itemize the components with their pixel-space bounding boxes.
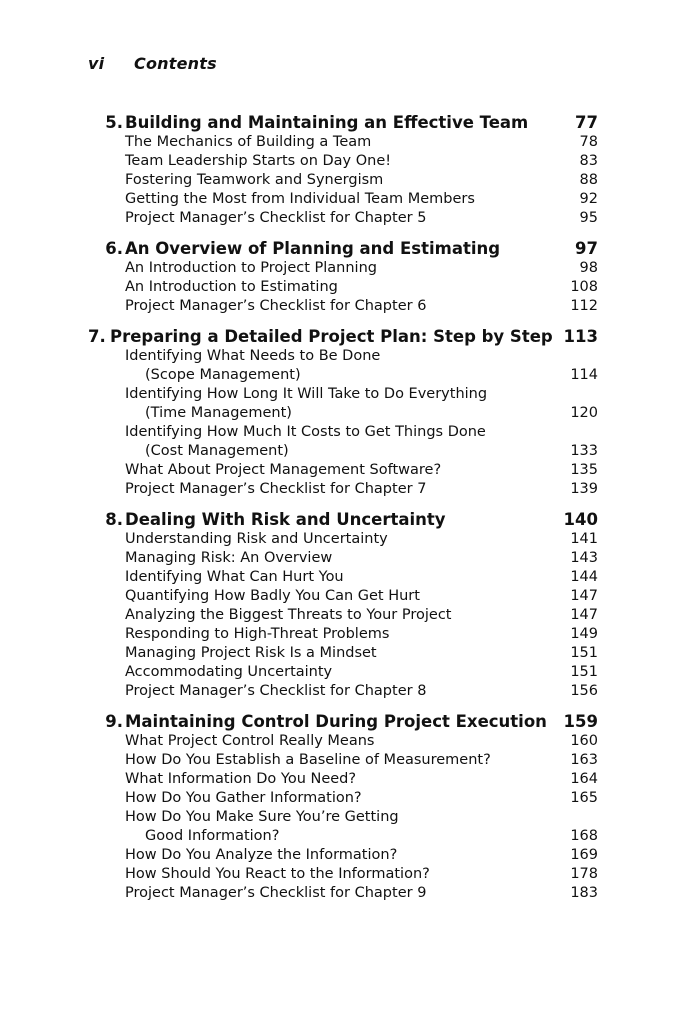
section-page: 160: [570, 733, 598, 749]
section-page: 83: [579, 153, 598, 169]
section-title: How Should You React to the Information?: [125, 866, 430, 882]
section-entry[interactable]: [88, 846, 598, 865]
section-entry[interactable]: [88, 625, 598, 644]
chapter-number: 5.: [105, 113, 123, 132]
section-page: 164: [570, 771, 598, 787]
section-page: 178: [570, 866, 598, 882]
section-page: 135: [570, 462, 598, 478]
section-page: 147: [570, 607, 598, 623]
section-title: Project Manager’s Checklist for Chapter 9: [125, 885, 427, 901]
section-page: 149: [570, 626, 598, 642]
section-title: Project Manager’s Checklist for Chapter 8: [125, 683, 427, 699]
section-entry[interactable]: [88, 133, 598, 152]
section-title: Fostering Teamwork and Synergism: [125, 172, 384, 188]
section-page: 156: [570, 683, 598, 699]
chapter-title: Building and Maintaining an Effective Team: [125, 113, 529, 132]
section-page: 141: [570, 531, 598, 547]
section-page: 114: [570, 367, 598, 383]
section-page: 120: [570, 405, 598, 421]
section-entry[interactable]: [88, 644, 598, 663]
section-title: Identifying What Can Hurt You: [125, 569, 344, 585]
section-entry[interactable]: [88, 606, 598, 625]
chapter-title: Dealing With Risk and Uncertainty: [125, 510, 446, 529]
section-entry[interactable]: [88, 789, 598, 808]
section-title: Project Manager’s Checklist for Chapter 5: [125, 210, 427, 226]
section-title: What Project Control Really Means: [125, 733, 375, 749]
section-page: 163: [570, 752, 598, 768]
section-entry[interactable]: [88, 347, 598, 385]
section-entry[interactable]: [88, 423, 598, 461]
section-title: Getting the Most from Individual Team Members: [125, 191, 475, 207]
section-entry[interactable]: [88, 297, 598, 316]
chapter-number: 9.: [105, 712, 123, 731]
section-entry[interactable]: [88, 682, 598, 701]
section-page: 144: [570, 569, 598, 585]
running-head: [88, 54, 217, 73]
section-title: How Do You Make Sure You’re Getting: [125, 809, 399, 825]
section-entry[interactable]: [88, 751, 598, 770]
chapter-page: 140: [563, 510, 598, 529]
section-title: Quantifying How Badly You Can Get Hurt: [125, 588, 420, 604]
section-title-continuation: (Scope Management): [145, 367, 301, 383]
section-page: 168: [570, 828, 598, 844]
section-page: 92: [579, 191, 598, 207]
page-title: Contents: [134, 54, 217, 73]
section-title: What Information Do You Need?: [125, 771, 357, 787]
section-title: Responding to High-Threat Problems: [125, 626, 390, 642]
section-title: Identifying What Needs to Be Done: [125, 348, 381, 364]
section-title: Understanding Risk and Uncertainty: [125, 531, 388, 547]
chapter-title: Preparing a Detailed Project Plan: Step by Step: [110, 327, 553, 346]
section-title: Accommodating Uncertainty: [125, 664, 333, 680]
chapter-heading[interactable]: [88, 711, 598, 733]
section-title: How Do You Establish a Baseline of Measurement?: [125, 752, 491, 768]
section-page: 169: [570, 847, 598, 863]
chapter-number: 6.: [105, 239, 123, 258]
section-entry[interactable]: [88, 278, 598, 297]
section-entry[interactable]: [88, 770, 598, 789]
section-page: 95: [579, 210, 598, 226]
section-entry[interactable]: [88, 259, 598, 278]
section-entry[interactable]: [88, 171, 598, 190]
section-entry[interactable]: [88, 884, 598, 903]
section-title: What About Project Management Software?: [125, 462, 442, 478]
section-title-continuation: (Time Management): [145, 405, 292, 421]
section-title: Managing Risk: An Overview: [125, 550, 333, 566]
section-title: How Do You Analyze the Information?: [125, 847, 398, 863]
section-page: 108: [570, 279, 598, 295]
chapter-title: Maintaining Control During Project Execution: [125, 712, 547, 731]
chapter-6: [88, 238, 598, 316]
chapter-5: [88, 112, 598, 228]
section-title: Managing Project Risk Is a Mindset: [125, 645, 377, 661]
chapter-heading[interactable]: [88, 509, 598, 531]
chapter-heading[interactable]: [88, 326, 598, 348]
section-title: Analyzing the Biggest Threats to Your Project: [125, 607, 452, 623]
section-page: 165: [570, 790, 598, 806]
section-entry[interactable]: [88, 549, 598, 568]
section-page: 147: [570, 588, 598, 604]
section-page: 98: [579, 260, 598, 276]
section-entry[interactable]: [88, 152, 598, 171]
section-title: An Introduction to Project Planning: [125, 260, 377, 276]
table-of-contents: [88, 112, 598, 913]
section-entry[interactable]: [88, 808, 598, 846]
section-page: 139: [570, 481, 598, 497]
chapter-8: [88, 509, 598, 701]
chapter-heading[interactable]: [88, 112, 598, 134]
section-entry[interactable]: [88, 480, 598, 499]
section-entry[interactable]: [88, 732, 598, 751]
section-entry[interactable]: [88, 461, 598, 480]
section-entry[interactable]: [88, 209, 598, 228]
section-page: 151: [570, 664, 598, 680]
section-page: 143: [570, 550, 598, 566]
section-title: How Do You Gather Information?: [125, 790, 362, 806]
section-title: An Introduction to Estimating: [125, 279, 338, 295]
chapter-number: 8.: [105, 510, 123, 529]
section-title: Team Leadership Starts on Day One!: [125, 153, 392, 169]
section-entry[interactable]: [88, 865, 598, 884]
chapter-page: 159: [563, 712, 598, 731]
section-entry[interactable]: [88, 587, 598, 606]
section-title-continuation: Good Information?: [145, 828, 280, 844]
section-title: The Mechanics of Building a Team: [125, 134, 372, 150]
section-page: 133: [570, 443, 598, 459]
section-title-continuation: (Cost Management): [145, 443, 289, 459]
chapter-page: 77: [575, 113, 598, 132]
section-entry[interactable]: [88, 663, 598, 682]
section-page: 151: [570, 645, 598, 661]
section-page: 88: [579, 172, 598, 188]
chapter-heading[interactable]: [88, 238, 598, 260]
section-entry[interactable]: [88, 568, 598, 587]
section-title: Project Manager’s Checklist for Chapter 6: [125, 298, 427, 314]
section-page: 183: [570, 885, 598, 901]
section-page: 78: [579, 134, 598, 150]
page-folio: vi: [88, 54, 105, 73]
section-title: Identifying How Much It Costs to Get Things Done: [125, 424, 486, 440]
chapter-page: 97: [575, 239, 598, 258]
chapter-number: 7.: [88, 327, 106, 346]
chapter-page: 113: [563, 327, 598, 346]
section-page: 112: [570, 298, 598, 314]
section-entry[interactable]: [88, 530, 598, 549]
chapter-7: [88, 326, 598, 499]
chapter-title: An Overview of Planning and Estimating: [125, 239, 501, 258]
section-entry[interactable]: [88, 190, 598, 209]
section-title: Identifying How Long It Will Take to Do Everything: [125, 386, 488, 402]
chapter-9: [88, 711, 598, 903]
section-entry[interactable]: [88, 385, 598, 423]
section-title: Project Manager’s Checklist for Chapter 7: [125, 481, 427, 497]
